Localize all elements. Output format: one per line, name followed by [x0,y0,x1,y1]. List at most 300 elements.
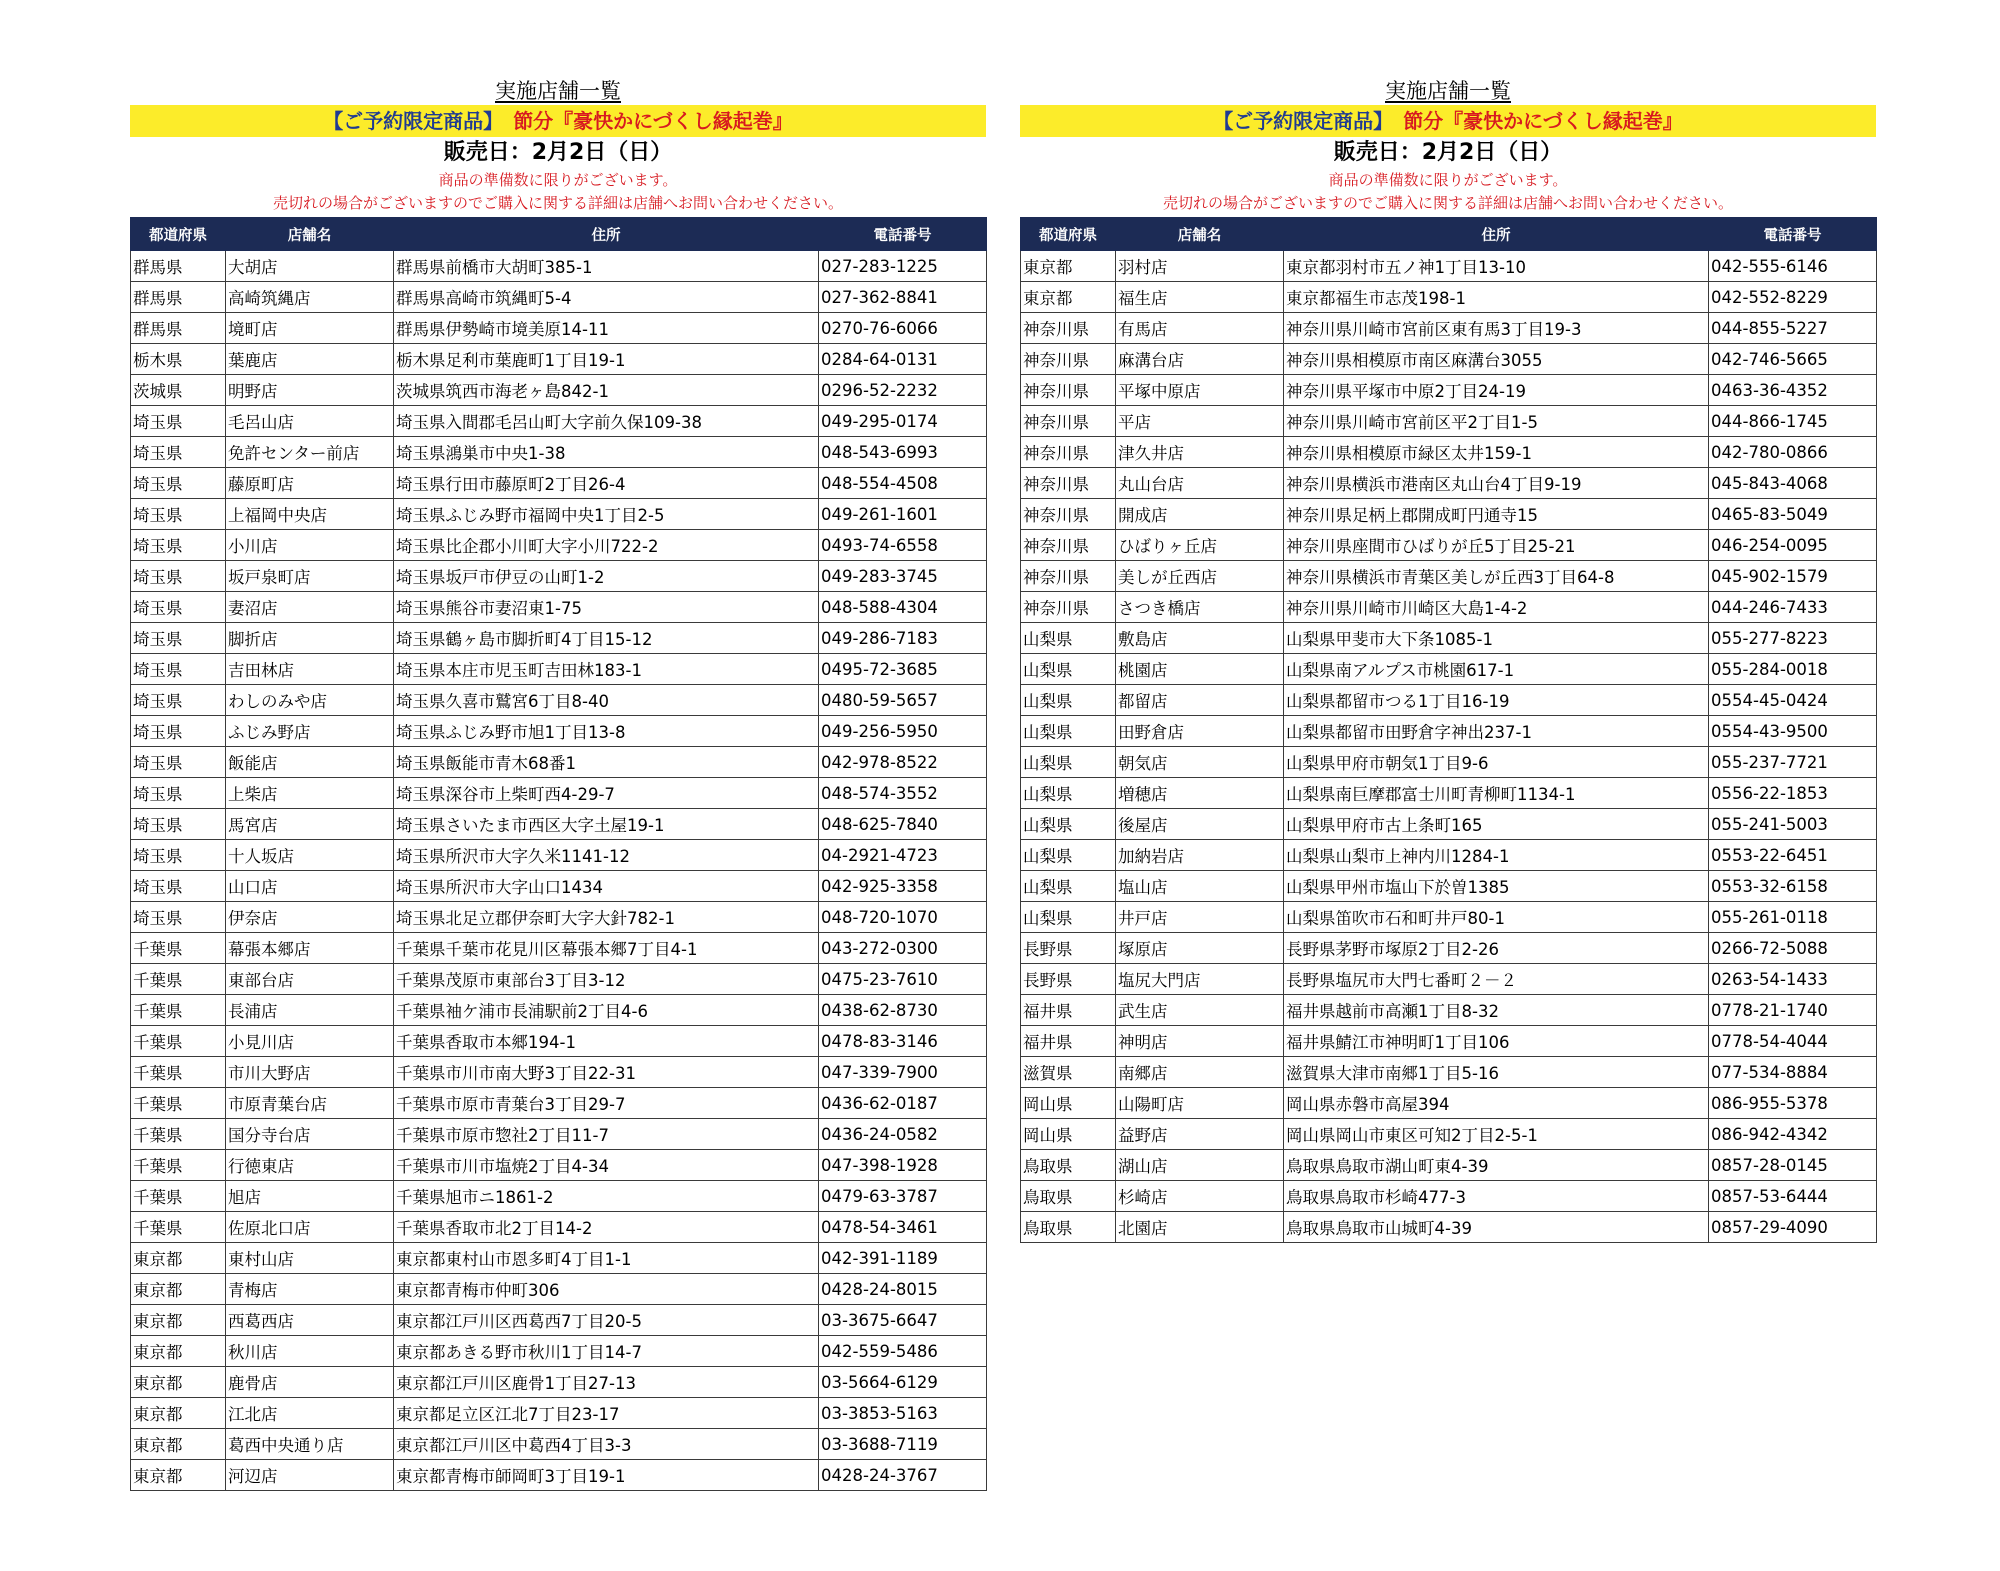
table-row [131,1398,987,1429]
cell-address: 長野県茅野市塚原2丁目2-26 [1284,933,1709,964]
cell-address: 山梨県甲府市朝気1丁目9-6 [1284,747,1709,778]
cell-prefecture: 神奈川県 [1021,499,1116,530]
sale-date: 販売日：2月2日（日） [443,140,673,165]
cell-phone: 055-261-0118 [1709,902,1877,933]
product-banner [130,105,986,137]
cell-phone: 048-588-4304 [819,592,987,623]
cell-phone: 0436-24-0582 [819,1119,987,1150]
cell-prefecture: 神奈川県 [1021,406,1116,437]
cell-prefecture: 千葉県 [131,1057,226,1088]
cell-store-name: 田野倉店 [1116,716,1284,747]
cell-store-name: 河辺店 [226,1460,394,1491]
cell-store-name: ふじみ野店 [226,716,394,747]
table-row [131,902,987,933]
product-banner [1020,105,1876,137]
table-row [1021,871,1877,902]
table-row [131,1181,987,1212]
cell-prefecture: 埼玉県 [131,809,226,840]
cell-store-name: 武生店 [1116,995,1284,1026]
cell-prefecture: 山梨県 [1021,685,1116,716]
cell-address: 千葉県市原市青葉台3丁目29-7 [394,1088,819,1119]
cell-store-name: 国分寺台店 [226,1119,394,1150]
cell-prefecture: 鳥取県 [1021,1212,1116,1243]
table-row [1021,933,1877,964]
table-row [1021,1212,1877,1243]
cell-store-name: 幕張本郷店 [226,933,394,964]
cell-prefecture: 長野県 [1021,964,1116,995]
cell-address: 福井県鯖江市神明町1丁目106 [1284,1026,1709,1057]
cell-phone: 0479-63-3787 [819,1181,987,1212]
cell-store-name: 毛呂山店 [226,406,394,437]
cell-store-name: 秋川店 [226,1336,394,1367]
cell-phone: 046-254-0095 [1709,530,1877,561]
cell-address: 東京都青梅市仲町306 [394,1274,819,1305]
cell-phone: 0284-64-0131 [819,344,987,375]
cell-phone: 03-3688-7119 [819,1429,987,1460]
cell-store-name: 平店 [1116,406,1284,437]
cell-address: 神奈川県川崎市宮前区平2丁目1-5 [1284,406,1709,437]
cell-store-name: 十人坂店 [226,840,394,871]
cell-store-name: 山陽町店 [1116,1088,1284,1119]
cell-store-name: 高崎筑縄店 [226,282,394,313]
cell-store-name: 伊奈店 [226,902,394,933]
cell-store-name: 妻沼店 [226,592,394,623]
cell-store-name: 東村山店 [226,1243,394,1274]
cell-address: 栃木県足利市葉鹿町1丁目19-1 [394,344,819,375]
cell-address: 東京都羽村市五ノ神1丁目13-10 [1284,251,1709,282]
table-row [131,1305,987,1336]
cell-address: 千葉県市川市南大野3丁目22-31 [394,1057,819,1088]
cell-phone: 0438-62-8730 [819,995,987,1026]
cell-address: 埼玉県ふじみ野市旭1丁目13-8 [394,716,819,747]
cell-prefecture: 神奈川県 [1021,530,1116,561]
cell-store-name: 麻溝台店 [1116,344,1284,375]
cell-address: 千葉県香取市本郷194-1 [394,1026,819,1057]
cell-address: 千葉県市川市塩焼2丁目4-34 [394,1150,819,1181]
cell-store-name: 脚折店 [226,623,394,654]
cell-prefecture: 埼玉県 [131,499,226,530]
banner-tag: 【ご予約限定商品】 [1213,109,1394,133]
cell-phone: 027-362-8841 [819,282,987,313]
column-header-store-name: 店舗名 [226,218,394,251]
cell-address: 神奈川県川崎市川崎区大島1-4-2 [1284,592,1709,623]
cell-phone: 077-534-8884 [1709,1057,1877,1088]
cell-phone: 055-237-7721 [1709,747,1877,778]
cell-store-name: 朝気店 [1116,747,1284,778]
cell-prefecture: 群馬県 [131,313,226,344]
cell-phone: 0493-74-6558 [819,530,987,561]
cell-store-name: 加納岩店 [1116,840,1284,871]
cell-address: 東京都青梅市師岡町3丁目19-1 [394,1460,819,1491]
cell-store-name: 江北店 [226,1398,394,1429]
table-row [1021,716,1877,747]
cell-phone: 03-3675-6647 [819,1305,987,1336]
table-row [1021,406,1877,437]
cell-phone: 0778-21-1740 [1709,995,1877,1026]
table-row [1021,375,1877,406]
cell-store-name: 桃園店 [1116,654,1284,685]
cell-address: 埼玉県比企郡小川町大字小川722-2 [394,530,819,561]
cell-prefecture: 千葉県 [131,933,226,964]
table-row [131,840,987,871]
table-row [131,1243,987,1274]
cell-address: 山梨県山梨市上神内川1284-1 [1284,840,1709,871]
cell-phone: 055-241-5003 [1709,809,1877,840]
cell-address: 埼玉県入間郡毛呂山町大字前久保109-38 [394,406,819,437]
cell-phone: 047-339-7900 [819,1057,987,1088]
cell-phone: 044-855-5227 [1709,313,1877,344]
cell-prefecture: 福井県 [1021,1026,1116,1057]
cell-store-name: 葛西中央通り店 [226,1429,394,1460]
cell-store-name: 上柴店 [226,778,394,809]
cell-address: 山梨県甲斐市大下条1085-1 [1284,623,1709,654]
cell-store-name: 増穂店 [1116,778,1284,809]
cell-prefecture: 山梨県 [1021,623,1116,654]
table-row [131,747,987,778]
cell-phone: 0478-54-3461 [819,1212,987,1243]
cell-phone: 0554-43-9500 [1709,716,1877,747]
cell-prefecture: 千葉県 [131,1119,226,1150]
table-row [1021,1026,1877,1057]
cell-phone: 042-555-6146 [1709,251,1877,282]
cell-store-name: 井戸店 [1116,902,1284,933]
table-row [131,344,987,375]
cell-phone: 049-283-3745 [819,561,987,592]
cell-phone: 049-295-0174 [819,406,987,437]
cell-phone: 055-284-0018 [1709,654,1877,685]
table-row [131,809,987,840]
table-row [131,964,987,995]
table-row [1021,840,1877,871]
cell-address: 神奈川県横浜市青葉区美しが丘西3丁目64-8 [1284,561,1709,592]
cell-store-name: 有馬店 [1116,313,1284,344]
cell-phone: 042-978-8522 [819,747,987,778]
cell-phone: 0428-24-8015 [819,1274,987,1305]
banner-tag: 【ご予約限定商品】 [323,109,504,133]
cell-prefecture: 千葉県 [131,1150,226,1181]
table-row [1021,530,1877,561]
cell-address: 東京都東村山市恩多町4丁目1-1 [394,1243,819,1274]
cell-prefecture: 神奈川県 [1021,375,1116,406]
table-row [1021,313,1877,344]
store-list-left [130,78,986,1491]
cell-phone: 049-256-5950 [819,716,987,747]
cell-address: 山梨県甲府市古上条町165 [1284,809,1709,840]
cell-prefecture: 埼玉県 [131,871,226,902]
table-row [1021,1088,1877,1119]
cell-address: 鳥取県鳥取市湖山町東4-39 [1284,1150,1709,1181]
cell-store-name: 津久井店 [1116,437,1284,468]
table-row [1021,251,1877,282]
cell-address: 東京都福生市志茂198-1 [1284,282,1709,313]
table-row [131,406,987,437]
cell-prefecture: 東京都 [131,1243,226,1274]
cell-prefecture: 山梨県 [1021,654,1116,685]
column-header-phone: 電話番号 [1709,218,1877,251]
cell-store-name: 免許センター前店 [226,437,394,468]
cell-prefecture: 神奈川県 [1021,592,1116,623]
cell-phone: 045-843-4068 [1709,468,1877,499]
cell-address: 岡山県赤磐市高屋394 [1284,1088,1709,1119]
table-row [131,1367,987,1398]
cell-prefecture: 群馬県 [131,282,226,313]
cell-store-name: 飯能店 [226,747,394,778]
cell-store-name: 開成店 [1116,499,1284,530]
cell-phone: 0436-62-0187 [819,1088,987,1119]
cell-address: 山梨県笛吹市石和町井戸80-1 [1284,902,1709,933]
banner-product: 節分『豪快かにづくし縁起巻』 [1403,109,1683,133]
cell-store-name: 馬宮店 [226,809,394,840]
table-row [1021,809,1877,840]
cell-phone: 044-246-7433 [1709,592,1877,623]
cell-store-name: 青梅店 [226,1274,394,1305]
cell-store-name: 小川店 [226,530,394,561]
cell-store-name: 明野店 [226,375,394,406]
cell-phone: 044-866-1745 [1709,406,1877,437]
cell-address: 埼玉県所沢市大字山口1434 [394,871,819,902]
table-row [1021,344,1877,375]
cell-phone: 0553-32-6158 [1709,871,1877,902]
table-row [131,313,987,344]
cell-store-name: さつき橋店 [1116,592,1284,623]
table-row [131,499,987,530]
cell-prefecture: 千葉県 [131,1088,226,1119]
store-table [1020,217,1877,1243]
table-row [1021,654,1877,685]
cell-store-name: 長浦店 [226,995,394,1026]
cell-address: 神奈川県座間市ひばりが丘5丁目25-21 [1284,530,1709,561]
cell-address: 東京都江戸川区鹿骨1丁目27-13 [394,1367,819,1398]
page-title: 実施店舗一覧 [495,79,621,103]
cell-store-name: 市原青葉台店 [226,1088,394,1119]
cell-address: 群馬県伊勢崎市境美原14-11 [394,313,819,344]
cell-store-name: 上福岡中央店 [226,499,394,530]
cell-phone: 0857-29-4090 [1709,1212,1877,1243]
cell-address: 埼玉県本庄市児玉町吉田林183-1 [394,654,819,685]
cell-address: 東京都足立区江北7丁目23-17 [394,1398,819,1429]
table-row [131,1429,987,1460]
table-row [131,1460,987,1491]
cell-phone: 042-780-0866 [1709,437,1877,468]
cell-store-name: 都留店 [1116,685,1284,716]
cell-address: 山梨県都留市つる1丁目16-19 [1284,685,1709,716]
cell-address: 神奈川県相模原市南区麻溝台3055 [1284,344,1709,375]
cell-address: 埼玉県深谷市上柴町西4-29-7 [394,778,819,809]
cell-prefecture: 千葉県 [131,1026,226,1057]
cell-address: 埼玉県熊谷市妻沼東1-75 [394,592,819,623]
cell-phone: 047-398-1928 [819,1150,987,1181]
cell-store-name: 杉崎店 [1116,1181,1284,1212]
cell-prefecture: 山梨県 [1021,840,1116,871]
cell-address: 千葉県袖ケ浦市長浦駅前2丁目4-6 [394,995,819,1026]
cell-address: 埼玉県坂戸市伊豆の山町1-2 [394,561,819,592]
cell-prefecture: 神奈川県 [1021,561,1116,592]
cell-address: 滋賀県大津市南郷1丁目5-16 [1284,1057,1709,1088]
cell-prefecture: 千葉県 [131,1212,226,1243]
table-row [1021,964,1877,995]
column-header-store-name: 店舗名 [1116,218,1284,251]
cell-prefecture: 山梨県 [1021,747,1116,778]
table-row [131,1057,987,1088]
table-row [1021,561,1877,592]
cell-store-name: 佐原北口店 [226,1212,394,1243]
cell-prefecture: 埼玉県 [131,406,226,437]
cell-prefecture: 東京都 [131,1274,226,1305]
table-row [1021,1181,1877,1212]
table-row [1021,282,1877,313]
cell-address: 埼玉県鴻巣市中央1-38 [394,437,819,468]
cell-phone: 0263-54-1433 [1709,964,1877,995]
cell-prefecture: 埼玉県 [131,468,226,499]
table-row [131,1088,987,1119]
cell-phone: 048-720-1070 [819,902,987,933]
cell-prefecture: 千葉県 [131,1181,226,1212]
cell-phone: 03-5664-6129 [819,1367,987,1398]
cell-address: 岡山県岡山市東区可知2丁目2-5-1 [1284,1119,1709,1150]
cell-prefecture: 神奈川県 [1021,468,1116,499]
table-row [131,995,987,1026]
cell-store-name: 小見川店 [226,1026,394,1057]
cell-address: 山梨県都留市田野倉字神出237-1 [1284,716,1709,747]
table-row [1021,468,1877,499]
table-header-row [1021,218,1877,251]
notice-line-1: 商品の準備数に限りがございます。 [438,171,678,189]
cell-store-name: 後屋店 [1116,809,1284,840]
cell-store-name: 北園店 [1116,1212,1284,1243]
column-header-prefecture: 都道府県 [131,218,226,251]
cell-address: 埼玉県所沢市大字久米1141-12 [394,840,819,871]
cell-phone: 086-955-5378 [1709,1088,1877,1119]
table-row [131,623,987,654]
table-row [131,468,987,499]
cell-phone: 042-552-8229 [1709,282,1877,313]
cell-address: 埼玉県行田市藤原町2丁目26-4 [394,468,819,499]
cell-prefecture: 岡山県 [1021,1119,1116,1150]
cell-phone: 042-746-5665 [1709,344,1877,375]
column-header-address: 住所 [394,218,819,251]
cell-address: 埼玉県ふじみ野市福岡中央1丁目2-5 [394,499,819,530]
table-row [131,592,987,623]
table-row [131,654,987,685]
cell-prefecture: 埼玉県 [131,530,226,561]
cell-phone: 027-283-1225 [819,251,987,282]
cell-phone: 0465-83-5049 [1709,499,1877,530]
cell-prefecture: 東京都 [1021,282,1116,313]
cell-prefecture: 東京都 [131,1429,226,1460]
cell-phone: 0857-28-0145 [1709,1150,1877,1181]
cell-phone: 0478-83-3146 [819,1026,987,1057]
cell-store-name: 葉鹿店 [226,344,394,375]
cell-phone: 042-559-5486 [819,1336,987,1367]
cell-prefecture: 山梨県 [1021,716,1116,747]
page-title: 実施店舗一覧 [1385,79,1511,103]
cell-prefecture: 東京都 [131,1305,226,1336]
cell-address: 群馬県前橋市大胡町385-1 [394,251,819,282]
cell-store-name: 坂戸泉町店 [226,561,394,592]
cell-phone: 045-902-1579 [1709,561,1877,592]
cell-store-name: 美しが丘西店 [1116,561,1284,592]
table-row [131,1119,987,1150]
cell-store-name: 東部台店 [226,964,394,995]
cell-prefecture: 鳥取県 [1021,1150,1116,1181]
cell-address: 埼玉県さいたま市西区大字土屋19-1 [394,809,819,840]
cell-store-name: 福生店 [1116,282,1284,313]
cell-phone: 0778-54-4044 [1709,1026,1877,1057]
column-header-address: 住所 [1284,218,1709,251]
cell-store-name: 藤原町店 [226,468,394,499]
cell-prefecture: 神奈川県 [1021,313,1116,344]
cell-address: 千葉県市原市惣社2丁目11-7 [394,1119,819,1150]
cell-store-name: 市川大野店 [226,1057,394,1088]
cell-store-name: 山口店 [226,871,394,902]
cell-store-name: 吉田林店 [226,654,394,685]
cell-store-name: 西葛西店 [226,1305,394,1336]
cell-phone: 0553-22-6451 [1709,840,1877,871]
notice-line-2: 売切れの場合がございますのでご購入に関する詳細は店舗へお問い合わせください。 [1162,194,1733,212]
cell-address: 東京都江戸川区西葛西7丁目20-5 [394,1305,819,1336]
cell-prefecture: 山梨県 [1021,871,1116,902]
table-header-row [131,218,987,251]
cell-prefecture: 長野県 [1021,933,1116,964]
cell-store-name: 行徳東店 [226,1150,394,1181]
cell-phone: 048-625-7840 [819,809,987,840]
cell-address: 神奈川県相模原市緑区太井159-1 [1284,437,1709,468]
cell-prefecture: 埼玉県 [131,902,226,933]
cell-store-name: 神明店 [1116,1026,1284,1057]
table-row [131,1336,987,1367]
table-row [1021,902,1877,933]
cell-address: 鳥取県鳥取市杉崎477-3 [1284,1181,1709,1212]
cell-prefecture: 埼玉県 [131,561,226,592]
cell-prefecture: 山梨県 [1021,809,1116,840]
table-row [131,778,987,809]
cell-address: 鳥取県鳥取市山城町4-39 [1284,1212,1709,1243]
cell-prefecture: 東京都 [131,1336,226,1367]
cell-store-name: 丸山台店 [1116,468,1284,499]
store-list-right [1020,78,1876,1243]
cell-prefecture: 神奈川県 [1021,344,1116,375]
cell-store-name: 益野店 [1116,1119,1284,1150]
column-header-phone: 電話番号 [819,218,987,251]
table-row [131,685,987,716]
cell-store-name: 平塚中原店 [1116,375,1284,406]
cell-phone: 0475-23-7610 [819,964,987,995]
cell-address: 神奈川県平塚市中原2丁目24-19 [1284,375,1709,406]
cell-address: 神奈川県足柄上郡開成町円通寺15 [1284,499,1709,530]
cell-prefecture: 埼玉県 [131,840,226,871]
cell-address: 千葉県香取市北2丁目14-2 [394,1212,819,1243]
cell-store-name: 大胡店 [226,251,394,282]
cell-prefecture: 東京都 [131,1367,226,1398]
banner-product: 節分『豪快かにづくし縁起巻』 [513,109,793,133]
cell-phone: 0480-59-5657 [819,685,987,716]
cell-address: 神奈川県横浜市港南区丸山台4丁目9-19 [1284,468,1709,499]
table-row [131,871,987,902]
cell-address: 山梨県南巨摩郡富士川町青柳町1134-1 [1284,778,1709,809]
cell-phone: 055-277-8223 [1709,623,1877,654]
cell-address: 千葉県千葉市花見川区幕張本郷7丁目4-1 [394,933,819,964]
cell-address: 福井県越前市高瀬1丁目8-32 [1284,995,1709,1026]
table-row [1021,623,1877,654]
cell-phone: 0296-52-2232 [819,375,987,406]
cell-prefecture: 埼玉県 [131,685,226,716]
cell-prefecture: 福井県 [1021,995,1116,1026]
cell-phone: 0857-53-6444 [1709,1181,1877,1212]
cell-prefecture: 埼玉県 [131,437,226,468]
cell-store-name: 塚原店 [1116,933,1284,964]
table-row [1021,685,1877,716]
store-table [130,217,987,1491]
